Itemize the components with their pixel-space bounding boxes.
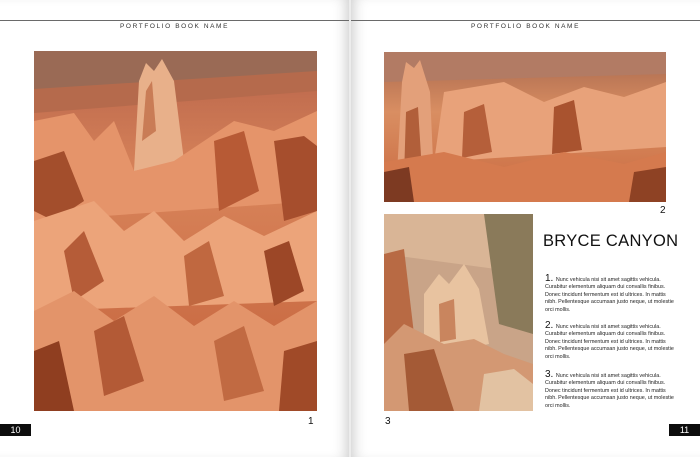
folio-left: 10 <box>0 424 31 436</box>
caption-number: 1. <box>545 273 554 284</box>
page-title: BRYCE CANYON <box>543 232 679 250</box>
book-name-header: PORTFOLIO BOOK NAME <box>119 23 229 30</box>
hoodoo-photo-tall <box>384 214 533 411</box>
photo-number-bottom: 3 <box>385 416 391 427</box>
photo-number: 1 <box>308 416 314 427</box>
left-page <box>0 0 349 457</box>
book-name-header: PORTFOLIO BOOK NAME <box>470 23 580 30</box>
caption-text: Nunc vehicula nisi sit amet sagittis vehicula. Curabitur elementum aliquam dui convallis finibus. Donec tincidunt fermentum est id ultrices. In mattis nibh. Pellentesque accumsan justo neque, ut molestie orci mollis. <box>545 373 674 409</box>
right-page <box>351 0 700 457</box>
photo-number-top: 2 <box>660 205 666 216</box>
caption-paragraph <box>545 275 675 314</box>
caption-paragraph <box>545 371 675 410</box>
caption-number: 2. <box>545 320 554 331</box>
header-rule <box>351 20 700 21</box>
caption-paragraph <box>545 322 675 361</box>
header-rule <box>0 20 349 21</box>
hoodoo-photo-large <box>34 51 317 411</box>
caption-text: Nunc vehicula nisi sit amet sagittis vehicula. Curabitur elementum aliquam dui convallis finibus. Donec tincidunt fermentum est id ultrices. In mattis nibh. Pellentesque accumsan justo neque, ut molestie orci mollis. <box>545 277 674 313</box>
folio-right: 11 <box>669 424 700 436</box>
caption-text: Nunc vehicula nisi sit amet sagittis vehicula. Curabitur elementum aliquam dui convallis finibus. Donec tincidunt fermentum est id ultrices. In mattis nibh. Pellentesque accumsan justo neque, ut molestie orci mollis. <box>545 324 674 360</box>
hoodoo-photo-wide <box>384 52 666 202</box>
caption-number: 3. <box>545 369 554 380</box>
